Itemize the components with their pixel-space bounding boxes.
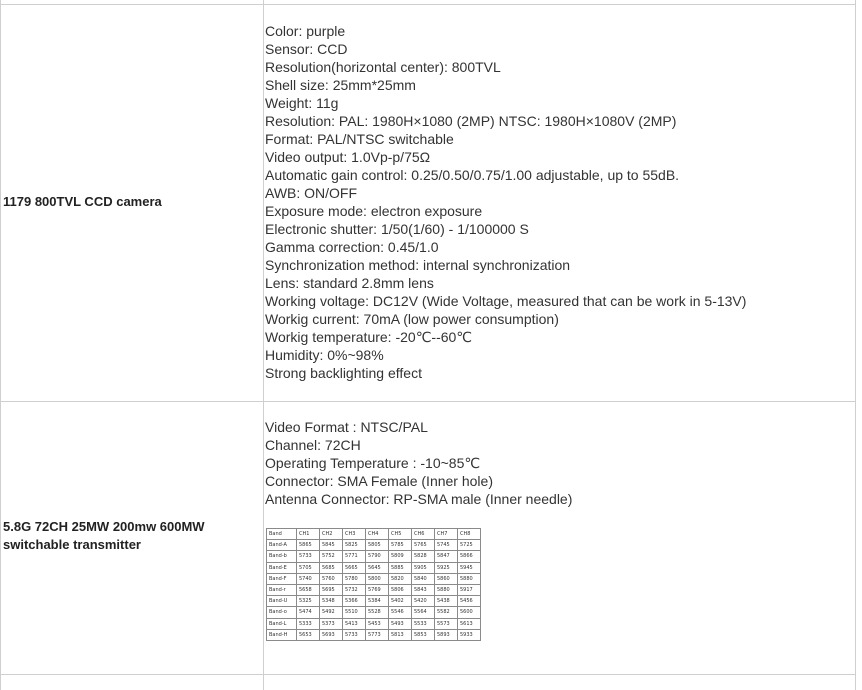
band-table-header: CH2 [320, 529, 343, 540]
frequency-cell: 5771 [343, 551, 366, 562]
band-table-row [267, 584, 481, 595]
spec-line: Lens: standard 2.8mm lens [265, 275, 434, 291]
frequency-cell: 5582 [435, 607, 458, 618]
spec-line: Humidity: 0%~98% [265, 347, 384, 363]
frequency-cell: 5420 [412, 596, 435, 607]
frequency-cell: 5528 [366, 607, 389, 618]
frequency-cell: 5840 [412, 573, 435, 584]
frequency-cell: 5325 [297, 596, 320, 607]
frequency-cell: 5825 [343, 540, 366, 551]
spec-line: Automatic gain control: 0.25/0.50/0.75/1.00 adjustable, up to 55dB. [265, 167, 680, 183]
band-table-row [267, 596, 481, 607]
frequency-cell: 5860 [435, 573, 458, 584]
band-table-header: CH8 [458, 529, 481, 540]
band-table-row [267, 573, 481, 584]
frequency-cell: 5658 [297, 584, 320, 595]
band-table-header: CH3 [343, 529, 366, 540]
frequency-cell: 5769 [366, 584, 389, 595]
frequency-cell: 5809 [389, 551, 412, 562]
table-right-border [855, 0, 856, 690]
band-table-row [267, 562, 481, 573]
frequency-cell: 5456 [458, 596, 481, 607]
band-name-cell: Band-H [267, 629, 297, 640]
band-table-row [267, 618, 481, 629]
frequency-cell: 5847 [435, 551, 458, 562]
frequency-cell: 5693 [320, 629, 343, 640]
frequency-cell: 5925 [435, 562, 458, 573]
frequency-cell: 5348 [320, 596, 343, 607]
spec-line: Strong backlighting effect [265, 365, 422, 381]
frequency-cell: 5745 [435, 540, 458, 551]
frequency-cell: 5843 [412, 584, 435, 595]
frequency-cell: 5853 [412, 629, 435, 640]
column-divider [263, 0, 264, 690]
frequency-cell: 5780 [343, 573, 366, 584]
spec-line: Color: purple [265, 23, 346, 39]
frequency-cell: 5600 [458, 607, 481, 618]
frequency-cell: 5685 [320, 562, 343, 573]
camera-spec-list [265, 22, 746, 382]
spec-line: Workig current: 70mA (low power consumption) [265, 311, 559, 327]
frequency-cell: 5564 [412, 607, 435, 618]
frequency-cell: 5705 [297, 562, 320, 573]
frequency-cell: 5510 [343, 607, 366, 618]
spec-line: Synchronization method: internal synchronization [265, 257, 571, 273]
row-divider-top [0, 4, 856, 5]
frequency-cell: 5333 [297, 618, 320, 629]
frequency-cell: 5695 [320, 584, 343, 595]
spec-line: Video Format : NTSC/PAL [265, 419, 428, 435]
spec-line: Sensor: CCD [265, 41, 348, 57]
frequency-cell: 5933 [458, 629, 481, 640]
spec-line: Channel: 72CH [265, 437, 361, 453]
band-name-cell: Band-b [267, 551, 297, 562]
frequency-cell: 5760 [320, 573, 343, 584]
row-divider-middle [0, 401, 856, 402]
band-name-cell: Band-L [267, 618, 297, 629]
spec-line: Connector: SMA Female (Inner hole) [265, 473, 493, 489]
frequency-band-table [266, 528, 481, 641]
frequency-cell: 5474 [297, 607, 320, 618]
band-name-cell: Band-F [267, 573, 297, 584]
frequency-cell: 5828 [412, 551, 435, 562]
frequency-cell: 5533 [412, 618, 435, 629]
band-name-cell: Band-r [267, 584, 297, 595]
frequency-cell: 5725 [458, 540, 481, 551]
frequency-cell: 5790 [366, 551, 389, 562]
frequency-cell: 5765 [412, 540, 435, 551]
row-divider-bottom [0, 674, 856, 675]
frequency-cell: 5653 [297, 629, 320, 640]
frequency-cell: 5366 [343, 596, 366, 607]
band-table-header: CH6 [412, 529, 435, 540]
frequency-cell: 5733 [343, 629, 366, 640]
product-name-camera: 1179 800TVL CCD camera [3, 194, 162, 209]
frequency-cell: 5845 [320, 540, 343, 551]
spec-line: Weight: 11g [265, 95, 339, 111]
frequency-cell: 5732 [343, 584, 366, 595]
frequency-cell: 5573 [435, 618, 458, 629]
table-left-border [0, 0, 1, 690]
frequency-cell: 5492 [320, 607, 343, 618]
frequency-cell: 5665 [343, 562, 366, 573]
frequency-cell: 5820 [389, 573, 412, 584]
frequency-cell: 5613 [458, 618, 481, 629]
frequency-cell: 5865 [297, 540, 320, 551]
frequency-cell: 5384 [366, 596, 389, 607]
frequency-cell: 5645 [366, 562, 389, 573]
band-table-body [267, 540, 481, 641]
frequency-cell: 5805 [366, 540, 389, 551]
band-name-cell: Band-U [267, 596, 297, 607]
frequency-cell: 5917 [458, 584, 481, 595]
frequency-cell: 5740 [297, 573, 320, 584]
transmitter-spec-list [265, 418, 572, 508]
frequency-cell: 5752 [320, 551, 343, 562]
frequency-cell: 5733 [297, 551, 320, 562]
spec-line: Shell size: 25mm*25mm [265, 77, 416, 93]
frequency-cell: 5905 [412, 562, 435, 573]
frequency-cell: 5785 [389, 540, 412, 551]
band-table-row [267, 540, 481, 551]
frequency-cell: 5453 [366, 618, 389, 629]
spec-line: Format: PAL/NTSC switchable [265, 131, 454, 147]
band-table-row [267, 551, 481, 562]
spec-line: Video output: 1.0Vp-p/75Ω [265, 149, 431, 165]
frequency-cell: 5880 [435, 584, 458, 595]
band-table-header-row [267, 529, 481, 540]
product-name-transmitter [3, 518, 258, 554]
band-table-header: CH7 [435, 529, 458, 540]
frequency-cell: 5402 [389, 596, 412, 607]
frequency-cell: 5438 [435, 596, 458, 607]
frequency-cell: 5773 [366, 629, 389, 640]
band-name-cell: Band-o [267, 607, 297, 618]
frequency-cell: 5413 [343, 618, 366, 629]
frequency-cell: 5866 [458, 551, 481, 562]
spec-line: Resolution(horizontal center): 800TVL [265, 59, 501, 75]
band-name-cell: Band-A [267, 540, 297, 551]
spec-line: Gamma correction: 0.45/1.0 [265, 239, 439, 255]
spec-line: AWB: ON/OFF [265, 185, 358, 201]
spec-line: Exposure mode: electron exposure [265, 203, 483, 219]
frequency-cell: 5893 [435, 629, 458, 640]
frequency-cell: 5806 [389, 584, 412, 595]
frequency-cell: 5885 [389, 562, 412, 573]
spec-line: Working voltage: DC12V (Wide Voltage, measured that can be work in 5-13V) [265, 293, 747, 309]
product-name-line: 5.8G 72CH 25MW 200mw 600MW [3, 519, 205, 534]
frequency-cell: 5880 [458, 573, 481, 584]
frequency-cell: 5800 [366, 573, 389, 584]
band-table-header: CH1 [297, 529, 320, 540]
frequency-cell: 5945 [458, 562, 481, 573]
frequency-cell: 5373 [320, 618, 343, 629]
spec-line: Operating Temperature : -10~85℃ [265, 455, 481, 471]
frequency-cell: 5493 [389, 618, 412, 629]
band-table-header: CH4 [366, 529, 389, 540]
frequency-cell: 5546 [389, 607, 412, 618]
band-table-row [267, 607, 481, 618]
frequency-cell: 5813 [389, 629, 412, 640]
product-name-line: switchable transmitter [3, 537, 141, 552]
band-table-header: Band [267, 529, 297, 540]
spec-line: Electronic shutter: 1/50(1/60) - 1/100000 S [265, 221, 529, 237]
band-table-header: CH5 [389, 529, 412, 540]
band-name-cell: Band-E [267, 562, 297, 573]
spec-line: Antenna Connector: RP-SMA male (Inner needle) [265, 491, 573, 507]
spec-line: Workig temperature: -20℃--60℃ [265, 329, 473, 345]
spec-line: Resolution: PAL: 1980H×1080 (2MP) NTSC: 1980H×1080V (2MP) [265, 113, 677, 129]
band-table-row [267, 629, 481, 640]
